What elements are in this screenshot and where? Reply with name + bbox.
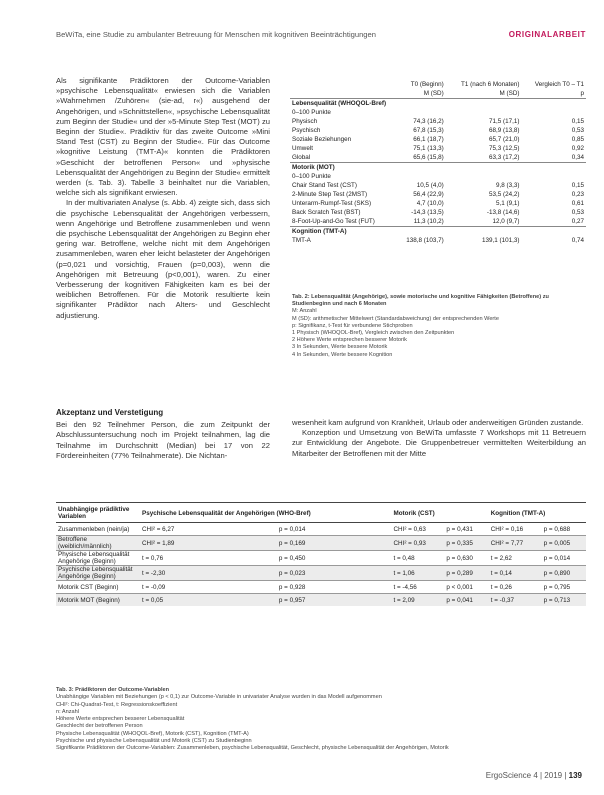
table-cell: TMT-A: [292, 237, 311, 244]
footnote: CHI²: Chi-Quadrat-Test, t: Regressionskoeffizient: [56, 701, 178, 708]
column-header: Psychische Lebensqualität der Angehörigen (WHO-Bref): [140, 504, 391, 523]
table-cell: t = -2,30: [140, 566, 277, 581]
column-header: T0 (Beginn): [410, 81, 444, 88]
column-subheader: M (SD): [499, 90, 520, 97]
page-number: 139: [568, 771, 582, 780]
table-cell: CHI² = 7,77: [489, 536, 542, 551]
table-cell: p = 0,431: [444, 523, 488, 536]
table-cell: 68,9 (13,8): [489, 127, 520, 134]
table-cell: 63,3 (17,2): [489, 154, 520, 161]
table-row: [290, 117, 586, 126]
paragraph: Konzeption und Umsetzung von BeWiTa umfasste 7 Workshops mit 11 Betreuern zur Entwicklung der Angebote. Die Gruppenbetreuer vermittelten Weiterbildung an Mitarbeiter der Betroffenen mit der Mitte: [292, 428, 586, 458]
table-cell: Betroffene (weiblich/männlich): [56, 536, 140, 551]
caption-note: 2 Höhere Werte entsprechen besserer Motorik: [292, 337, 407, 344]
table-row: [290, 236, 586, 245]
table-2-grid: [290, 80, 586, 245]
table-row: [290, 126, 586, 135]
table-2: [290, 80, 586, 245]
section-row: [290, 99, 586, 109]
left-column-section: [56, 408, 270, 461]
footnote: Tab. 3: Prädiktoren der Outcome-Variablen: [56, 687, 170, 693]
table-cell: CHI² = 0,16: [489, 523, 542, 536]
table-cell: 74,3 (16,2): [413, 118, 444, 125]
footnote: Physische Lebensqualität (WHOQOL-Bref), Motorik (CST), Kognition (TMT-A): [56, 730, 249, 737]
table-cell: 65,7 (21,0): [489, 136, 520, 143]
column-header: Vergleich T0 – T1: [534, 81, 584, 88]
table-row: [56, 566, 586, 581]
table-2-caption: [292, 294, 586, 359]
table-cell: p < 0,001: [444, 581, 488, 594]
table-row: [290, 144, 586, 153]
table-cell: p = 0,713: [542, 594, 586, 607]
table-cell: t = 0,48: [391, 551, 444, 566]
paragraph: Bei den 92 Teilnehmer Person, die zum Zeitpunkt der Abschlussuntersuchung noch im Projekt teilnahmen, lag die Teilnahme im Durchschnitt (Median) bei 17 von 22 Fördereinheiten (77% Teilnahmerate). Die Nichtan-: [56, 420, 270, 460]
journal-name: ErgoScience 4 | 2019 |: [485, 771, 567, 780]
footnote: Geschlecht der betroffenen Person: [56, 723, 143, 730]
table-3: [56, 504, 586, 606]
paragraph: In der multivariaten Analyse (s. Abb. 4) zeigte sich, dass sich die psychische Lebensqualität der Angehörigen verbessern, wenn Angehörige und Betroffene zusammenleben und wenn die psychische Lebensqualität der Angehörigen zu Beginn eher gering war. Betroffene, welche nicht mit dem Angehörigen zusammenleben, waren eher leicht belasteter der Angehörigen (p=0,021 und vorsichtig, Frauen (p=0,003), wenn die Angehörigen mit Betreuung (p<0,001), waren. Zu einer Verbesserung der kognitiven Fähigkeiten kam es bei der weiblichen Betroffenen. Für die Motorik resultierte kein signifikanter Prädiktor nach Alters- und Geschlecht adjustierung.: [56, 198, 270, 320]
table-cell: 0,27: [571, 218, 584, 225]
table-cell: p = 0,688: [542, 523, 586, 536]
table-cell: t = 0,14: [489, 566, 542, 581]
column-subheader: p: [580, 90, 584, 97]
section-title: Lebensqualität (WHOQOL-Bref): [290, 99, 586, 109]
table-cell: 65,6 (15,8): [413, 154, 444, 161]
table-cell: t = 0,26: [489, 581, 542, 594]
table-row: [290, 135, 586, 144]
column-header: Motorik (CST): [391, 504, 488, 523]
section-title: Kognition (TMT-A): [290, 227, 586, 237]
table-cell: Zusammenleben (nein/ja): [56, 523, 140, 536]
table-cell: 4,7 (10,0): [416, 200, 444, 207]
table-row: [290, 199, 586, 208]
table-cell: p = 0,890: [542, 566, 586, 581]
table-cell: Motorik MOT (Beginn): [56, 594, 140, 607]
table-cell: 0,34: [571, 154, 584, 161]
running-header: [56, 30, 586, 44]
table-cell: Global: [292, 154, 311, 161]
footnote: Signifikante Prädiktoren der Outcome-Variablen: Zusammenleben, psychische Lebensqualität, Geschlecht, physische Lebensqualität der Angehörigen, Motorik: [56, 745, 449, 752]
column-header: Kognition (TMT-A): [489, 504, 586, 523]
table-cell: Umwelt: [292, 145, 313, 152]
table-cell: CHI² = 6,27: [140, 523, 277, 536]
table-cell: p = 0,795: [542, 581, 586, 594]
table-cell: 0,92: [571, 145, 584, 152]
table-cell: 138,8 (103,7): [406, 237, 444, 244]
table-cell: p = 0,005: [542, 536, 586, 551]
column-header: Unabhängige prädiktive Variablen: [56, 504, 140, 523]
table-cell: t = 1,06: [391, 566, 444, 581]
table-cell: 66,1 (18,7): [413, 136, 444, 143]
column-header: T1 (nach 6 Monaten): [461, 81, 520, 88]
section-sub-row: [290, 108, 586, 117]
table-cell: CHI² = 0,93: [391, 536, 444, 551]
table-cell: CHI² = 1,89: [140, 536, 277, 551]
table-cell: 2-Minute Step Test (2MST): [292, 191, 368, 198]
table-header-row: [290, 80, 586, 89]
table-row: [56, 551, 586, 566]
table-cell: 8-Foot-Up-and-Go Test (FUT): [292, 218, 375, 225]
table-cell: t = -0,37: [489, 594, 542, 607]
table-cell: 71,5 (17,1): [489, 118, 520, 125]
table-cell: Unterarm-Rumpf-Test (SKS): [292, 200, 372, 207]
table-cell: 0,85: [571, 136, 584, 143]
table-cell: p = 0,014: [277, 523, 392, 536]
page-footer: [486, 771, 582, 780]
table-cell: Motorik CST (Beginn): [56, 581, 140, 594]
table-3-grid: [56, 504, 586, 606]
section-title: Motorik (MOT): [290, 163, 586, 173]
section-sub: 0–100 Punkte: [292, 173, 331, 180]
table-row: [56, 523, 586, 536]
section-sub: 0–100 Punkte: [292, 109, 331, 116]
table-cell: -14,3 (13,5): [411, 209, 444, 216]
column-subheader: [290, 89, 395, 99]
table-cell: Physisch: [292, 118, 318, 125]
table-header-row: [56, 504, 586, 523]
right-column-text: [292, 418, 586, 459]
table-cell: p = 0,630: [444, 551, 488, 566]
caption-note: 4 In Sekunden, Werte bessere Kognition: [292, 351, 393, 358]
caption-title: Tab. 2: Lebensqualität (Angehörige), sowie motorische und kognitive Fähigkeiten (Betroffene) zu Studienbeginn und nach 6 Monaten: [292, 294, 549, 308]
table-cell: Psychische Lebensqualität Angehörige (Beginn): [56, 566, 140, 581]
table-cell: p = 0,014: [542, 551, 586, 566]
table-cell: t = 2,62: [489, 551, 542, 566]
table-cell: 5,1 (9,1): [496, 200, 520, 207]
table-cell: CHI² = 0,63: [391, 523, 444, 536]
table-cell: p = 0,450: [277, 551, 392, 566]
table-cell: -13,8 (14,6): [486, 209, 520, 216]
footnote: Höhere Werte entsprechen besserer Lebensqualität: [56, 716, 185, 723]
table-cell: 53,5 (24,2): [489, 191, 520, 198]
table-row: [56, 536, 586, 551]
table-cell: 11,3 (10,2): [413, 218, 444, 225]
footnote: n: Anzahl: [56, 708, 80, 715]
table-row: [290, 208, 586, 217]
table-row: [56, 581, 586, 594]
table-cell: 0,53: [571, 127, 584, 134]
caption-note: p: Signifikanz, t-Test für verbundene Stichproben: [292, 322, 413, 329]
table-cell: 12,0 (9,7): [492, 218, 520, 225]
table-row: [290, 181, 586, 190]
table-3-footnotes: [56, 687, 586, 753]
table-cell: 0,61: [571, 200, 584, 207]
footnote: Unabhängige Variablen mit Beziehungen (p < 0,1) zur Outcome-Variable in univariater Analyse wurden in das Modell aufgenommen: [56, 694, 382, 701]
table-cell: 9,8 (3,3): [496, 182, 520, 189]
section-heading: Akzeptanz und Verstetigung: [56, 408, 164, 417]
table-cell: p = 0,335: [444, 536, 488, 551]
caption-note: 1 Physisch (WHOQOL-Bref), Vergleich zwischen den Zeitpunkten: [292, 330, 455, 337]
table-cell: 0,23: [571, 191, 584, 198]
table-cell: 0,74: [571, 237, 584, 244]
table-cell: 0,15: [571, 118, 584, 125]
column-header: [290, 80, 395, 89]
table-cell: p = 0,023: [277, 566, 392, 581]
footnote: Psychische und physische Lebensqualität und Motorik (CST) zu Studienbeginn: [56, 738, 252, 745]
section-row: [290, 163, 586, 173]
table-cell: Chair Stand Test (CST): [292, 182, 357, 189]
running-title: BeWiTa, eine Studie zu ambulanter Betreuung für Menschen mit kognitiven Beeinträchtigungen: [56, 30, 376, 39]
caption-note: M (SD): arithmetischer Mittelwert (Standardabweichung) der entsprechenden Werte: [292, 315, 499, 322]
section-row: [290, 227, 586, 237]
table-row: [290, 217, 586, 227]
paragraph: Als signifikante Prädiktoren der Outcome-Variablen »psychische Lebensqualität« erwiesen sich die Variablen »Wahrnehmen /Zuhören« (sie-ad, r«) ausgehend der Angehörigen, und »Schnittstellen«, »psychische Lebensqualität zum Beginn der Studie« und der »5-Minute Step Test (MOT) zu Beginn der Studie«. Prädiktiv für das zweite Outcome »Mini Stand Test (CST) zu Beginn der Studie«. Für das Outcome »kognitive Leistung (TMT-A)« konnten die Prädiktoren »Geschicht der betroffenen Person« und »physische Lebensqualität der Angehörigen zu Beginn der Studie« ermittelt werden (s. Tab. 3). Tabelle 3 beinhaltet nur die Variablen, welche sich als signifikant erwiesen.: [56, 76, 270, 198]
table-cell: t = 2,09: [391, 594, 444, 607]
table-cell: p = 0,957: [277, 594, 392, 607]
caption-note: M: Anzahl: [292, 308, 317, 315]
table-cell: p = 0,289: [444, 566, 488, 581]
table-cell: t = -4,56: [391, 581, 444, 594]
table-cell: p = 0,928: [277, 581, 392, 594]
paragraph: wesenheit kam aufgrund von Krankheit, Urlaub oder anderweitigen Gründen zustande.: [292, 418, 584, 427]
table-cell: 0,15: [571, 182, 584, 189]
left-column-text: [56, 76, 270, 321]
table-cell: t = 0,05: [140, 594, 277, 607]
table-cell: 75,1 (13,3): [413, 145, 444, 152]
table-cell: p = 0,041: [444, 594, 488, 607]
table-row: [290, 153, 586, 163]
table-cell: 56,4 (22,9): [413, 191, 444, 198]
section-label: ORIGINALARBEIT: [508, 30, 586, 39]
table-cell: t = 0,76: [140, 551, 277, 566]
caption-note: 3 In Sekunden, Werte bessere Motorik: [292, 344, 388, 351]
table-row: [56, 594, 586, 607]
table-cell: 10,5 (4,0): [416, 182, 444, 189]
table-3-top-rule: [56, 502, 586, 503]
table-cell: Soziale Beziehungen: [292, 136, 352, 143]
table-cell: 139,1 (101,3): [482, 237, 520, 244]
table-cell: p = 0,169: [277, 536, 392, 551]
section-sub-row: [290, 172, 586, 181]
table-cell: 0,53: [571, 209, 584, 216]
table-cell: Psychisch: [292, 127, 321, 134]
table-cell: 75,3 (12,5): [489, 145, 520, 152]
column-subheader: M (SD): [423, 90, 444, 97]
table-cell: Physische Lebensqualität Angehörige (Beginn): [56, 551, 140, 566]
table-cell: Back Scratch Test (BST): [292, 209, 361, 216]
table-cell: 67,8 (15,3): [413, 127, 444, 134]
table-row: [290, 190, 586, 199]
table-cell: t = -0,09: [140, 581, 277, 594]
table-subheader-row: [290, 89, 586, 99]
